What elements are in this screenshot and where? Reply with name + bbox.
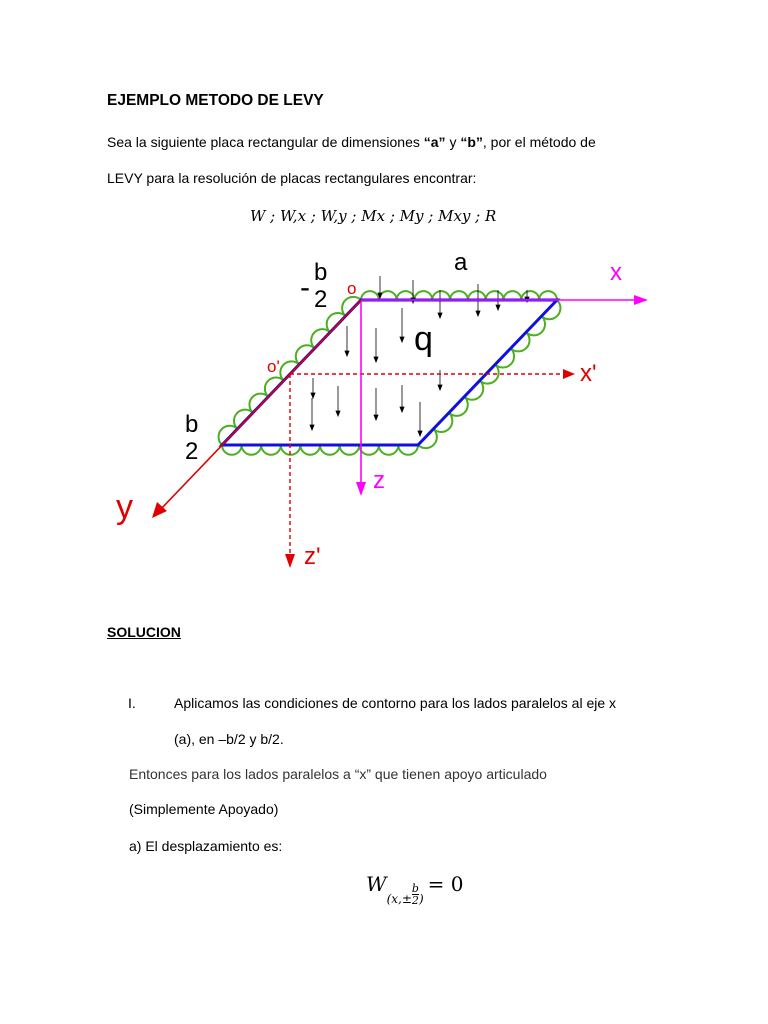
load-arrowhead — [345, 351, 349, 356]
load-arrowhead — [400, 337, 404, 342]
load-arrowhead — [438, 313, 442, 318]
eq-w: W — [366, 872, 387, 896]
load-arrowhead — [311, 393, 315, 398]
dim-a: “a” — [423, 134, 446, 150]
b-num-top: b — [314, 259, 328, 286]
load-arrowhead — [476, 311, 480, 316]
step-line-4: (Simplemente Apoyado) — [129, 801, 279, 817]
item-a: a) El desplazamiento es: — [129, 838, 283, 854]
intro-text-2: y — [445, 134, 461, 150]
neg-sign: - — [300, 271, 310, 304]
load-arrowhead — [374, 357, 378, 362]
b-den-top: 2 — [314, 286, 328, 313]
b-den-bottom: 2 — [185, 438, 199, 465]
b-num-bottom: b — [185, 411, 199, 438]
intro-line-2: LEVY para la resolución de placas rectangulares encontrar: — [107, 170, 477, 186]
load-arrowhead — [310, 425, 314, 430]
label-x-prime: x' — [580, 360, 597, 387]
eq-sub: (x,± — [386, 892, 412, 906]
solution-heading: SOLUCION — [107, 624, 181, 640]
z-arrowhead — [356, 482, 366, 496]
dim-b: “b” — [460, 134, 483, 150]
label-load-q: q — [414, 320, 433, 358]
load-arrowhead — [418, 431, 422, 436]
y-axis — [160, 300, 361, 510]
label-z: z — [373, 467, 385, 494]
load-arrowhead — [374, 415, 378, 420]
load-arrowhead — [336, 411, 340, 416]
page-title: EJEMPLO METODO DE LEVY — [107, 92, 324, 109]
x-prime-arrowhead — [563, 369, 575, 379]
eq-frac-num: b — [411, 882, 419, 895]
step-line-3: Entonces para los lados paralelos a “x” que tienen apoyo articulado — [129, 766, 547, 782]
boundary-equation — [366, 872, 464, 907]
x-arrowhead — [634, 295, 648, 305]
intro-text-1: Sea la siguiente placa rectangular de dimensiones — [107, 134, 424, 150]
label-y: y — [116, 488, 133, 526]
step-line-1: Aplicamos las condiciones de contorno para los lados paralelos al eje x — [174, 695, 617, 711]
eq-sub-close: ) — [418, 892, 424, 906]
load-arrowhead — [438, 385, 442, 390]
step-line-2: (a), en –b/2 y b/2. — [174, 731, 284, 747]
eq-fraction — [412, 883, 419, 906]
unknowns-list: W ; W,x ; W,y ; Mx ; My ; Mxy ; R — [250, 207, 497, 225]
eq-frac-den: 2 — [411, 894, 419, 907]
step-numeral: I. — [128, 695, 136, 711]
load-arrowhead — [496, 305, 500, 310]
label-z-prime: z' — [304, 543, 321, 570]
eq-rhs: = 0 — [427, 872, 464, 896]
intro-text-3: , por el método de — [482, 134, 596, 150]
label-a: a — [454, 249, 468, 276]
z-prime-arrowhead — [285, 554, 295, 568]
load-arrowhead — [400, 407, 404, 412]
label-origin: o — [347, 279, 357, 298]
label-origin-prime: o' — [267, 357, 280, 376]
label-x: x — [610, 259, 622, 286]
